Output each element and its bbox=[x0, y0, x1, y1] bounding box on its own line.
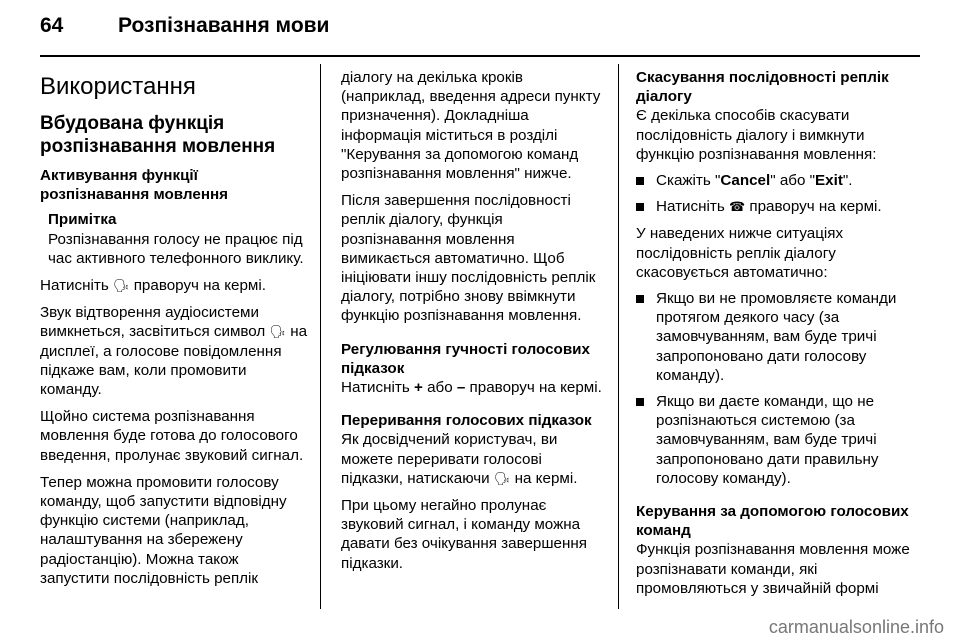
paragraph: Тепер можна промовити голосову команду, щоб запустити відповідну функцію системи (наприклад, налаштування на збережену радіостанцію). Можна також запустити послідовність реплік bbox=[40, 473, 287, 587]
bullet-icon bbox=[636, 295, 644, 303]
section-heading: Використання bbox=[40, 73, 196, 100]
list-item: Якщо ви не промовляєте команди протягом деякого часу (за замовчуванням, вам буде тричі запропоновано дати голосову команду). bbox=[636, 289, 926, 385]
topic-heading: Активування функції розпізнавання мовлення bbox=[40, 167, 229, 204]
column-divider-1 bbox=[320, 64, 321, 609]
paragraph: Звук відтворення аудіосистеми вимкнеться, засвітиться символ 🗣 на дисплеї, а голосове повідомлення підкаже вам, коли промовити команду. bbox=[40, 304, 308, 399]
list-item: Якщо ви даєте команди, що не розпізнаються системою (за замовчуванням, вам буде тричі запропоновано дати правильну голосову команду). bbox=[636, 392, 926, 488]
watermark: carmanualsonline.info bbox=[768, 617, 944, 637]
paragraph: Натисніть + або – праворуч на кермі. bbox=[341, 379, 602, 397]
subsection-heading: Вбудована функція розпізнавання мовлення bbox=[40, 113, 276, 157]
paragraph: Функція розпізнавання мовлення може розпізнавати команди, які промовляються у звичайній формі bbox=[636, 541, 910, 597]
paragraph: діалогу на декілька кроків (наприклад, введення адреси пункту призначення). Докладніша інформація міститься в розділі "Керування за допомогою команд розпізнавання мовлення" нижче. bbox=[341, 69, 601, 183]
column-3 bbox=[636, 64, 926, 598]
paragraph: Є декілька способів скасувати послідовність діалогу і вимкнути функцію розпізнавання мовлення: bbox=[636, 107, 877, 163]
voice-icon: 🗣 bbox=[112, 278, 130, 294]
voice-icon: 🗣 bbox=[269, 324, 287, 340]
bullet-icon bbox=[636, 398, 644, 406]
list-item: Натисніть ☎ праворуч на кермі. bbox=[636, 197, 926, 216]
page-title: Розпізнавання мови bbox=[118, 14, 330, 37]
column-1 bbox=[40, 64, 310, 588]
voice-icon: 🗣 bbox=[493, 470, 511, 486]
note-title: Примітка bbox=[48, 211, 117, 229]
phone-hangup-icon: ☎ bbox=[728, 199, 746, 215]
plus-icon: + bbox=[413, 379, 423, 397]
topic-heading: Регулювання гучності голосових підказок bbox=[341, 340, 590, 377]
paragraph: Як досвідчений користувач, ви можете переривати голосові підказки, натискаючи 🗣 на кермі. bbox=[341, 431, 578, 487]
bullet-icon bbox=[636, 177, 644, 185]
minus-icon: – bbox=[456, 379, 466, 397]
header-rule bbox=[40, 55, 920, 57]
bullet-icon bbox=[636, 203, 644, 211]
topic-heading: Переривання голосових підказок bbox=[341, 412, 592, 430]
paragraph: У наведених нижче ситуаціях послідовність реплік діалогу скасовується автоматично: bbox=[636, 225, 844, 281]
paragraph: Натисніть 🗣 праворуч на кермі. bbox=[40, 277, 266, 295]
paragraph: При цьому негайно пролунає звуковий сигнал, і команду можна давати без очікування завершення підказки. bbox=[341, 497, 588, 572]
list-item: Скажіть "Cancel" або "Exit". bbox=[636, 171, 926, 190]
note-text: Розпізнавання голосу не працює під час активного телефонного виклику. bbox=[48, 230, 304, 267]
note-block bbox=[48, 210, 310, 268]
topic-heading: Керування за допомогою голосових команд bbox=[636, 503, 909, 540]
topic-heading: Скасування послідовності реплік діалогу bbox=[636, 69, 889, 106]
paragraph: Щойно система розпізнавання мовлення буде готова до голосового введення, пролунає звуковий сигнал. bbox=[40, 408, 304, 464]
column-2 bbox=[341, 64, 603, 573]
column-divider-2 bbox=[618, 64, 619, 609]
page-number: 64 bbox=[40, 14, 64, 37]
paragraph: Після завершення послідовності реплік діалогу, функція розпізнавання мовлення вимикається автоматично. Щоб ініціювати іншу послідовність реплік діалогу, потрібно знову ввімкнути функцію розпізнавання мовлення. bbox=[341, 192, 596, 325]
page-header bbox=[40, 14, 329, 38]
